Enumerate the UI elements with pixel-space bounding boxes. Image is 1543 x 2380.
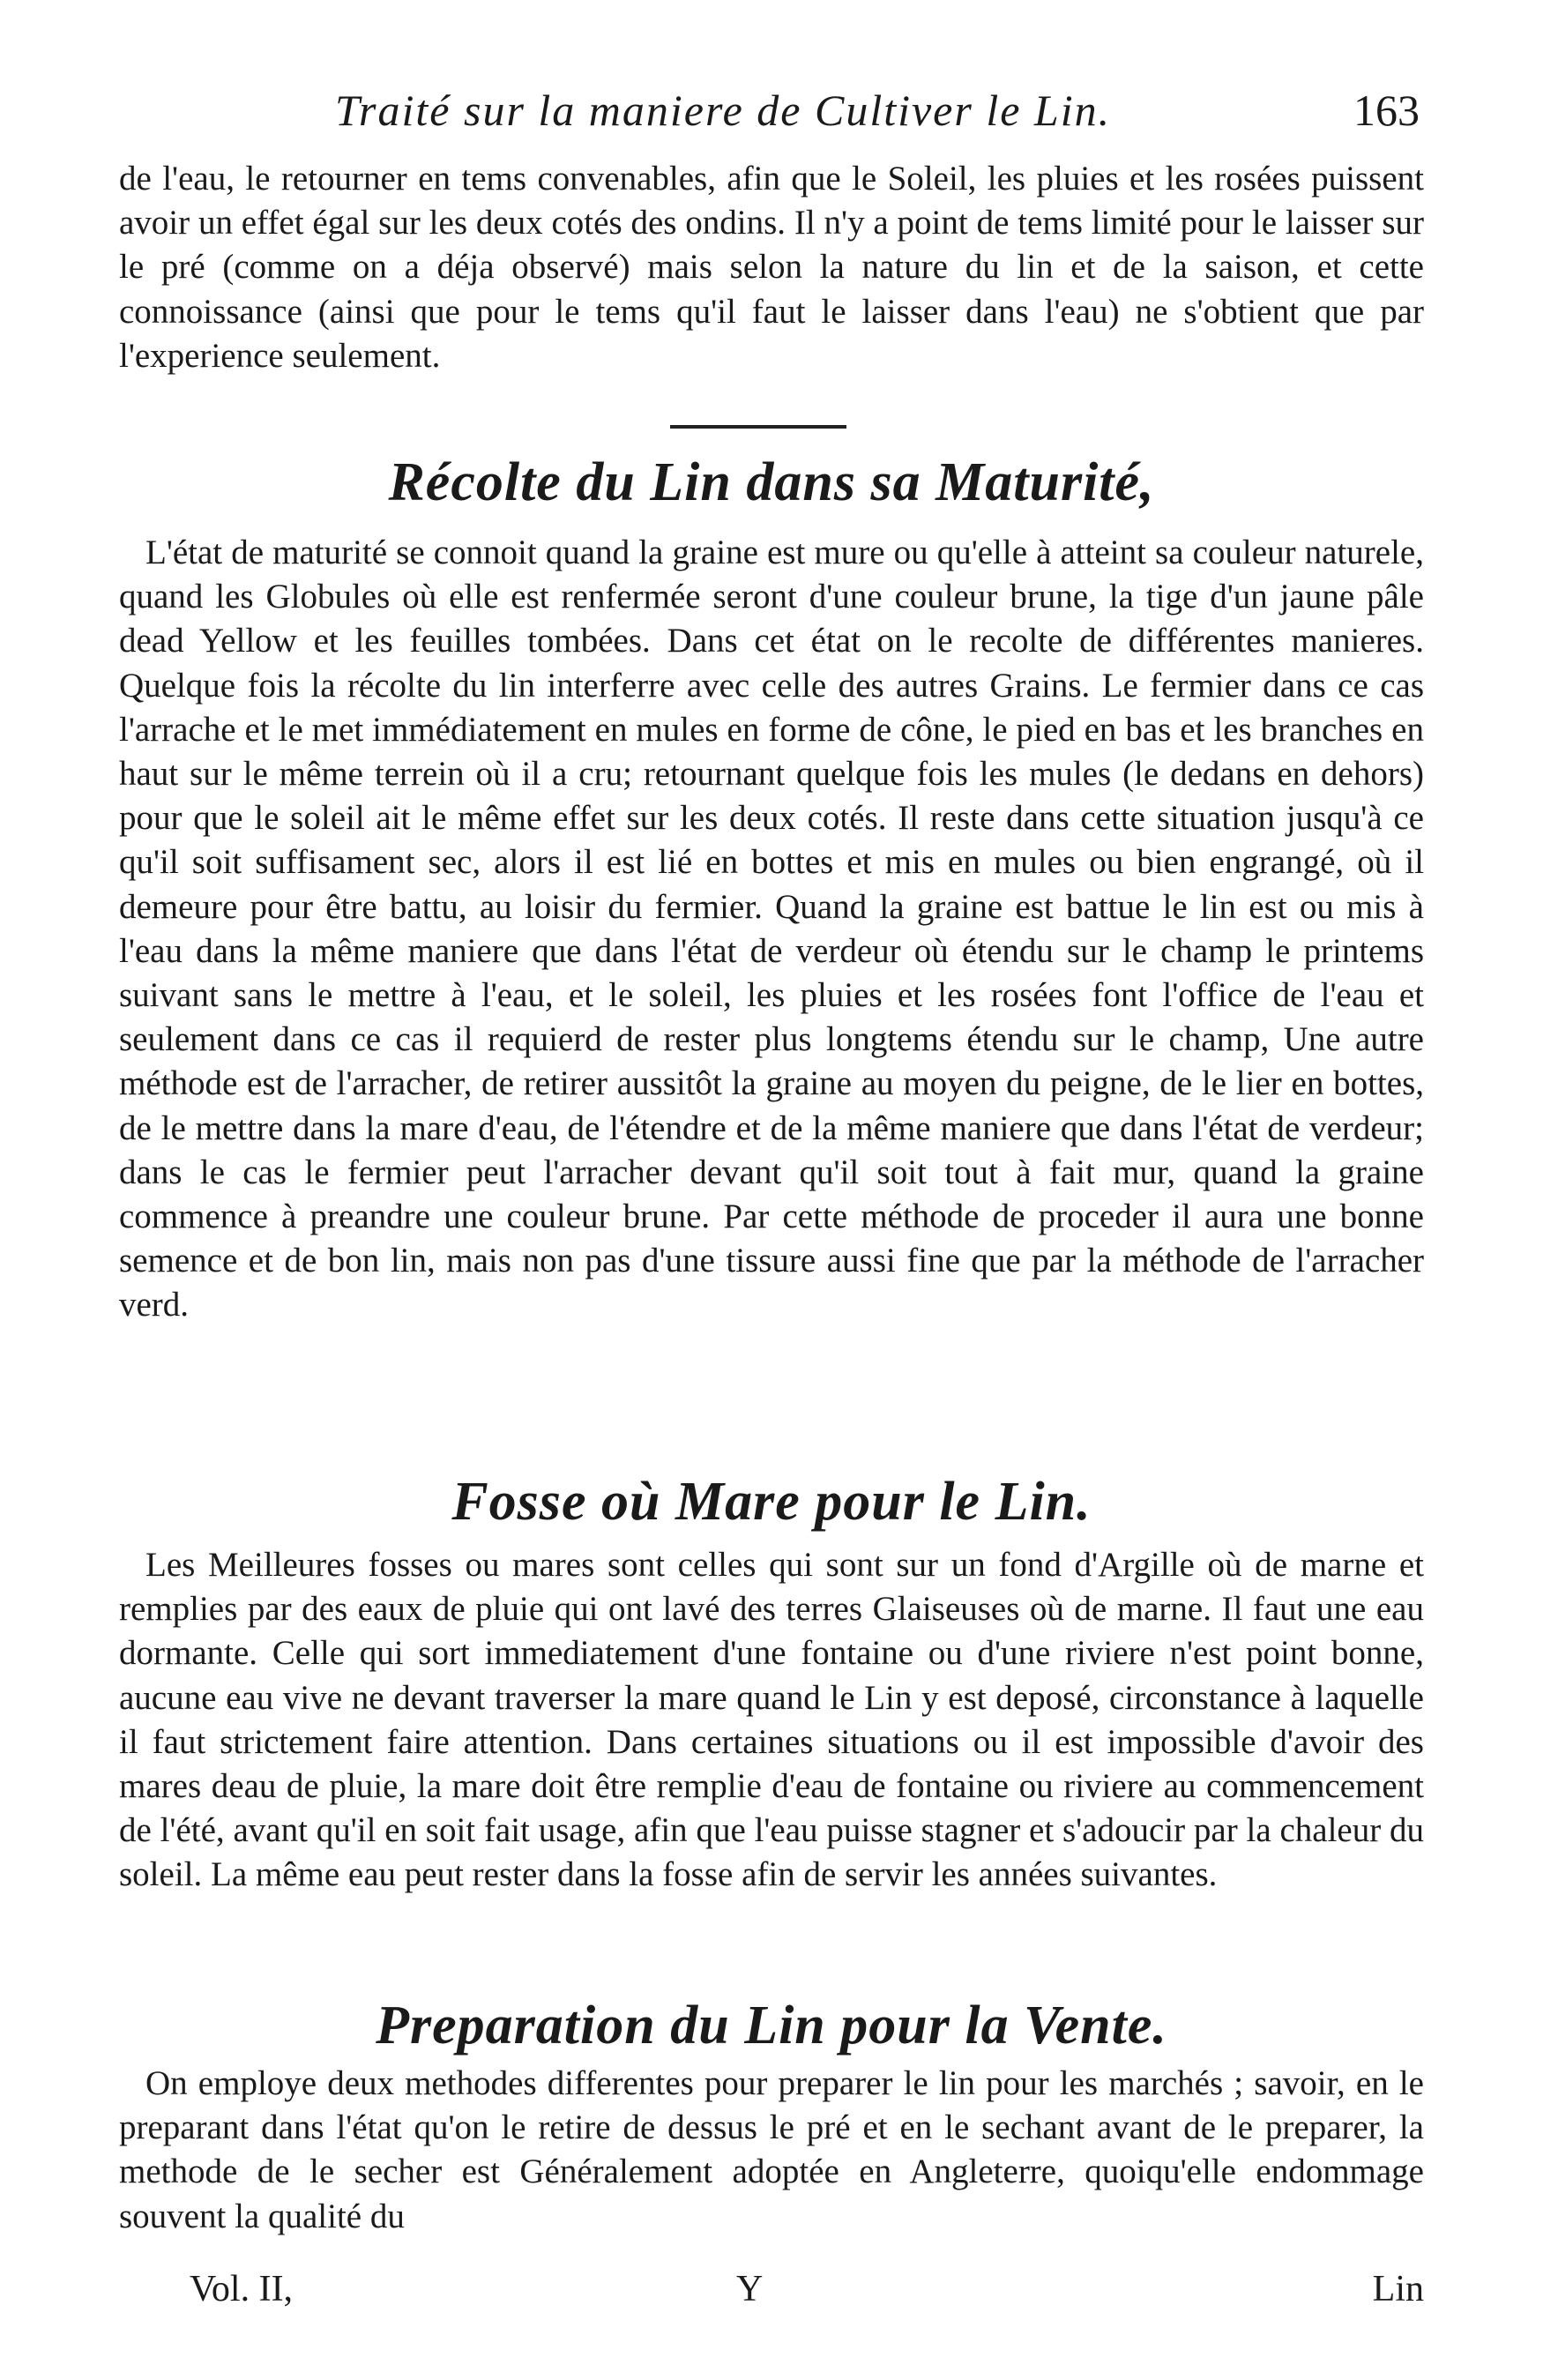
page-footer	[119, 2268, 1424, 2321]
signature-mark: Y	[736, 2269, 764, 2309]
fosse-paragraph	[119, 1543, 1424, 1898]
preparation-paragraph	[119, 2062, 1424, 2239]
continuation-paragraph	[119, 157, 1424, 378]
preparation-text: On employe deux methodes differentes pour preparer le lin pour les marchés ; savoir, en le preparant dans l'état qu'on le retire de dessus le pré et en le sechant avant de le preparer, la methode de le secher est Généralement adoptée en Angleterre, quoiqu'elle endommage souvent la qualité du	[119, 2064, 1424, 2235]
heading-fosse: Fosse où Mare pour le Lin.	[451, 1472, 1092, 1532]
recolte-paragraph	[119, 531, 1424, 1328]
fosse-text: Les Meilleures fosses ou mares sont celles qui sont sur un fond d'Argille où de marne et remplies par des eaux de pluie qui ont lavé des terres Glaiseuses où de marne. Il faut une eau dormante. Celle qui sort immediatement d'une fontaine ou d'une riviere n'est point bonne, aucune eau vive ne devant traverser la mare quand le Lin y est deposé, circonstance à laquelle il faut strictement faire attention. Dans certaines situations ou il est impossible d'avoir des mares deau de pluie, la mare doit être remplie d'eau de fontaine ou riviere au commencement de l'été, avant qu'il en soit fait usage, afin que l'eau puisse stagner et s'adoucir par la chaleur du soleil. La même eau peut rester dans la fosse afin de servir les années suivantes.	[119, 1546, 1424, 1894]
heading-recolte: Récolte du Lin dans sa Maturité,	[388, 452, 1155, 512]
volume-label: Vol. II,	[190, 2269, 294, 2309]
running-head	[115, 85, 1420, 146]
continuation-text: de l'eau, le retourner en tems convenables, afin que le Soleil, les pluies et les rosées puissent avoir un effet égal sur les deux cotés des ondins. Il n'y a point de tems limité pour le laisser sur le pré (comme on a déja observé) mais selon la nature du lin et de la saison, et cette connoissance (ainsi que pour le tems qu'il faut le laisser dans l'eau) ne s'obtient que par l'experience seulement.	[119, 160, 1424, 375]
section-divider	[670, 425, 846, 429]
heading-preparation: Preparation du Lin pour la Vente.	[376, 1996, 1167, 2055]
catchword: Lin	[1372, 2269, 1424, 2309]
page-number: 163	[1353, 86, 1420, 135]
running-title: Traité sur la maniere de Cultiver le Lin.	[335, 86, 1112, 135]
recolte-text: L'état de maturité se connoit quand la graine est mure ou qu'elle à atteint sa couleur naturele, quand les Globules où elle est renfermée seront d'une couleur brune, la tige d'un jaune pâle dead Yellow et les feuilles tombées. Dans cet état on le recolte de différentes manieres. Quelque fois la récolte du lin interferre avec celle des autres Grains. Le fermier dans ce cas l'arrache et le met immédiatement en mules en forme de cône, le pied en bas et les branches en haut sur le même terrein où il a cru; retournant quelque fois les mules (le dedans en dehors) pour que le soleil ait le même effet sur les deux cotés. Il reste dans cette situation jusqu'à ce qu'il soit suffisament sec, alors il est lié en bottes et mis en mules ou bien engrangé, où il demeure pour être battu, au loisir du fermier. Quand la graine est battue le lin est ou mis à l'eau dans la même maniere que dans l'état de verdeur où étendu sur le champ le printems suivant sans le mettre à l'eau, et le soleil, les pluies et les rosées font l'office de l'eau et seulement dans ce cas il requierd de rester plus longtems étendu sur le champ, Une autre méthode est de l'arracher, de retirer aussitôt la graine au moyen du peigne, de le lier en bottes, de le mettre dans la mare d'eau, de l'étendre et de la même maniere que dans l'état de verdeur; dans le cas le fermier peut l'arracher devant qu'il soit tout à fait mur, quand la graine commence à preandre une couleur brune. Par cette méthode de proceder il aura une bonne semence et de bon lin, mais non pas d'une tissure aussi fine que par la méthode de l'arracher verd.	[119, 533, 1424, 1324]
